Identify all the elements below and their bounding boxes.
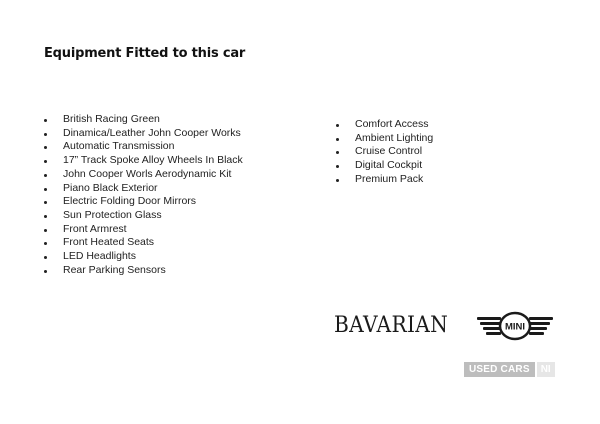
bullet-icon: [44, 119, 47, 122]
equipment-item: [336, 159, 433, 173]
bullet-icon: [336, 138, 339, 141]
equipment-item-label: Ambient Lighting: [355, 131, 434, 144]
mini-logo-text: MINI: [504, 321, 526, 333]
bullet-icon: [44, 215, 47, 218]
bullet-icon: [44, 201, 47, 204]
equipment-item: [44, 113, 243, 127]
bullet-icon: [44, 146, 47, 149]
equipment-item-label: Automatic Transmission: [63, 140, 175, 153]
page-title: Equipment Fitted to this car: [44, 46, 246, 61]
equipment-item: [44, 154, 243, 168]
equipment-item-label: Cruise Control: [355, 145, 423, 158]
equipment-item-label: Digital Cockpit: [355, 159, 423, 172]
equipment-item-label: Front Armrest: [63, 222, 127, 235]
badge-used-cars: USED CARS: [464, 362, 535, 377]
bullet-icon: [336, 165, 339, 168]
equipment-item: [44, 195, 243, 209]
equipment-item-label: LED Headlights: [63, 250, 136, 263]
equipment-item-label: Sun Protection Glass: [63, 208, 162, 221]
bullet-icon: [44, 229, 47, 232]
equipment-list-left: [44, 113, 243, 277]
equipment-item-label: Premium Pack: [355, 172, 424, 185]
equipment-item-label: Electric Folding Door Mirrors: [63, 195, 197, 208]
bullet-icon: [336, 124, 339, 127]
bullet-icon: [44, 133, 47, 136]
equipment-item: [336, 173, 433, 187]
equipment-item: [44, 127, 243, 141]
bullet-icon: [336, 151, 339, 154]
equipment-item: [44, 264, 243, 278]
equipment-item-label: Comfort Access: [355, 118, 429, 130]
bullet-icon: [336, 179, 339, 182]
equipment-item-label: Piano Black Exterior: [63, 181, 158, 194]
equipment-item: [336, 145, 433, 159]
equipment-item: [336, 132, 433, 146]
used-cars-badge: [464, 362, 555, 377]
bullet-icon: [44, 174, 47, 177]
badge-region: NI: [537, 362, 555, 377]
equipment-item-label: Rear Parking Sensors: [63, 263, 166, 276]
bullet-icon: [44, 256, 47, 259]
equipment-item: [44, 236, 243, 250]
bullet-icon: [44, 188, 47, 191]
equipment-item-label: Front Heated Seats: [63, 236, 155, 249]
equipment-item: [44, 168, 243, 182]
equipment-item: [44, 250, 243, 264]
equipment-item-label: Dinamica/Leather John Cooper Works: [63, 126, 241, 139]
equipment-item: [44, 209, 243, 223]
dealer-name: BAVARIAN: [334, 313, 449, 338]
equipment-item: [336, 118, 433, 132]
bullet-icon: [44, 270, 47, 273]
bullet-icon: [44, 242, 47, 245]
mini-logo-icon: [477, 311, 553, 341]
equipment-list-right: [336, 118, 433, 187]
equipment-item-label: 17” Track Spoke Alloy Wheels In Black: [63, 154, 243, 167]
equipment-item: [44, 182, 243, 196]
bullet-icon: [44, 160, 47, 163]
equipment-item: [44, 223, 243, 237]
equipment-item-label: John Cooper Worls Aerodynamic Kit: [63, 167, 232, 180]
equipment-item-label: British Racing Green: [63, 113, 160, 125]
equipment-item: [44, 140, 243, 154]
